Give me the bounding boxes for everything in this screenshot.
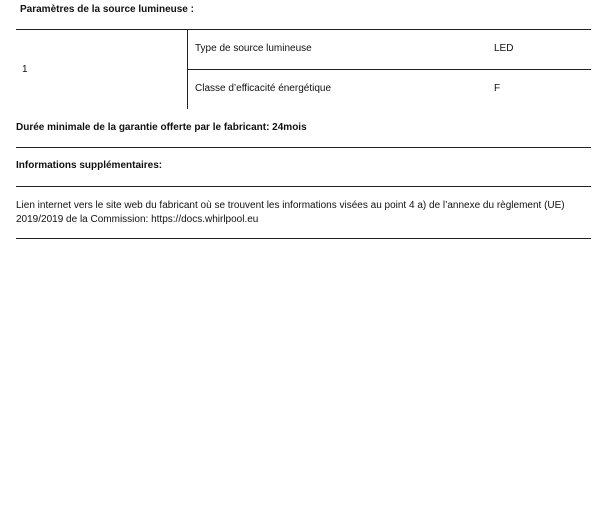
light-source-index: 1 — [22, 64, 28, 75]
section-divider — [16, 147, 591, 148]
table-row-divider — [187, 69, 591, 70]
parameter-label-energy-class: Classe d’efficacité énergétique — [195, 83, 332, 94]
additional-info-title: Informations supplémentaires: — [16, 160, 163, 171]
light-source-section-title: Paramètres de la source lumineuse : — [20, 4, 194, 15]
section-divider — [16, 238, 591, 239]
parameter-label-light-source-type: Type de source lumineuse — [195, 43, 312, 54]
manufacturer-link-text: Lien internet vers le site web du fabricant où se trouvent les informations visées au point 4 a) de l’annexe du règlement (UE) 2019/2019 de la Commission: https://docs.whirlpool.eu — [16, 200, 565, 225]
parameter-value-light-source-type: LED — [494, 43, 514, 54]
light-source-table — [16, 29, 591, 109]
section-divider — [16, 186, 591, 187]
parameter-value-energy-class: F — [494, 83, 501, 94]
warranty-text: Durée minimale de la garantie offerte par le fabricant: 24mois — [16, 122, 307, 133]
